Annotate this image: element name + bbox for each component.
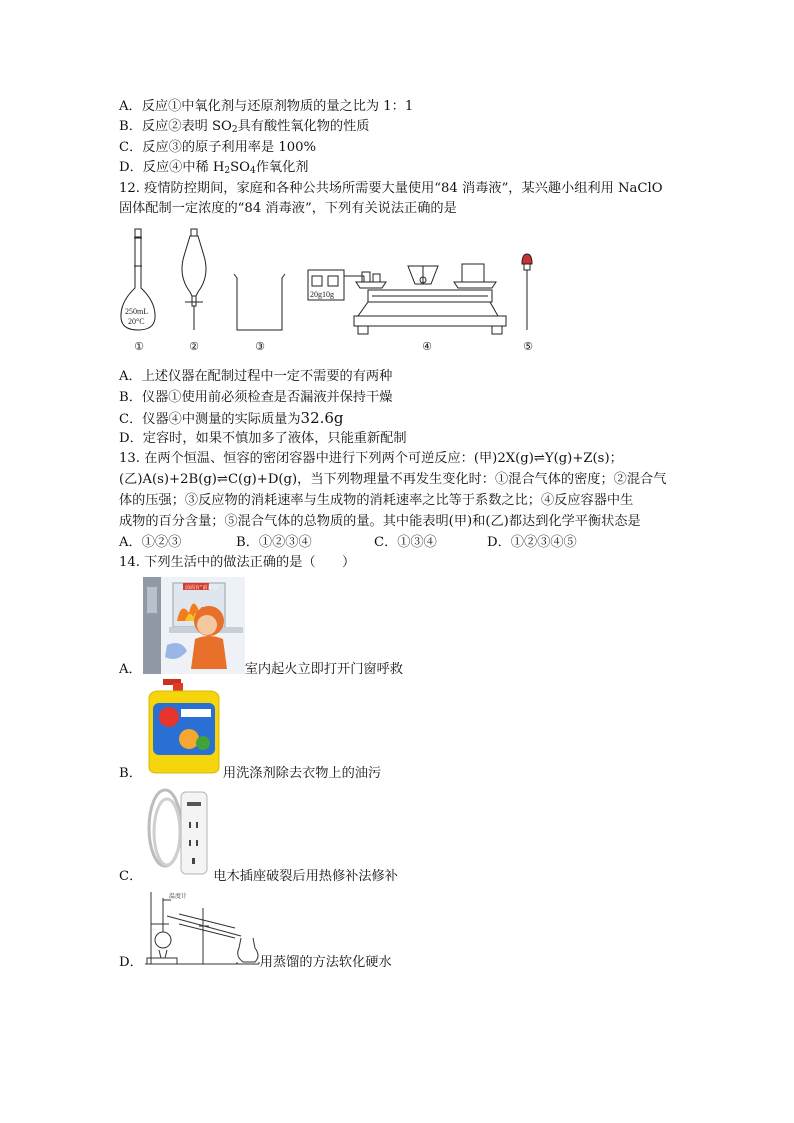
q11-option-a: A．反应①中氧化剂与还原剂物质的量之比为 1：1: [119, 99, 414, 114]
q12-option-b: B．仪器①使用前必须检查是否漏液并保持干燥: [119, 390, 393, 405]
q14-option-b: B． 用洗涤剂除去衣物上的油污: [119, 766, 382, 781]
weights-label: 20g10g: [310, 290, 334, 299]
q13-stem-line4: 成物的百分含量；⑤混合气体的总物质的量。其中能表明(甲)和(乙)都达到化学平衡状态是: [119, 514, 641, 529]
flask-label-temp: 20°C: [128, 317, 145, 326]
apparatus-label-4: ④: [422, 340, 432, 353]
q11-option-b: B．反应②表明 $SO_2$具有酸性氧化物的性质: [119, 119, 370, 135]
q13-stem-line1: 13. 在两个恒温、恒容的密闭容器中进行下列两个可逆反应：(甲)2X(g)⇌Y(g)+Z(s)；: [119, 451, 623, 466]
q14-option-d: D． 用蒸馏的方法软化硬水: [119, 955, 392, 970]
q12-option-d: D．定容时，如果不慎加多了液体，只能重新配制: [119, 431, 407, 446]
beaker-icon: [234, 274, 285, 330]
q12-option-a: A．上述仪器在配制过程中一定不需要的有两种: [119, 369, 393, 384]
q12-option-c: C．仪器④中测量的实际质量为32.6g: [119, 409, 344, 427]
separatory-funnel-icon: [182, 229, 206, 330]
q13-option-d: D．①②③④⑤: [487, 535, 577, 550]
q13-option-b: B．①②③④: [236, 535, 312, 550]
dropper-icon: [522, 254, 532, 330]
q13-stem-line2: (乙)A(s)+2B(g)⇌C(g)+D(g)，当下列物理量不再发生变化时：①混合气体的密度；②混合气: [119, 472, 667, 487]
q14-option-a: A． 室内起火立即打开门窗呼救: [119, 662, 403, 677]
apparatus-label-5: ⑤: [523, 340, 533, 353]
q13-option-a: A．①②③: [119, 535, 182, 550]
detergent-bottle-illustration: [143, 677, 223, 774]
balance-scale-icon: [308, 264, 506, 334]
q14-stem: 14. 下列生活中的做法正确的是（ ）: [119, 555, 356, 570]
apparatus-label-2: ②: [189, 340, 199, 353]
volumetric-flask-icon: [121, 229, 155, 330]
q11-option-c: C．反应③的原子利用率是 100%: [119, 140, 317, 155]
q12-apparatus-figure: [118, 226, 548, 356]
thermometer-label: 温度计: [169, 893, 188, 900]
apparatus-label-1: ①: [134, 340, 144, 353]
q12-stem-line1: 12. 疫情防控期间，家庭和各种公共场所需要大量使用“84 消毒液”，某兴趣小组利用 NaClO: [119, 181, 663, 196]
q14-option-c: C． 电木插座破裂后用热修补法修补: [119, 869, 398, 884]
apparatus-label-3: ③: [255, 340, 265, 353]
fire-scene-sign: 前面有“前面有”: [185, 585, 221, 591]
q12-stem-line2: 固体配制一定浓度的“84 消毒液”，下列有关说法正确的是: [119, 201, 457, 216]
flask-label-volume: 250mL: [125, 307, 149, 316]
q13-stem-line3: 体的压强；③反应物的消耗速率与生成物的消耗速率之比等于系数之比；④反应容器中生: [119, 493, 634, 508]
q11-option-d: D．反应④中稀 $H_2SO_4$作氧化剂: [119, 160, 309, 176]
q13-option-c: C．①③④: [374, 535, 437, 550]
